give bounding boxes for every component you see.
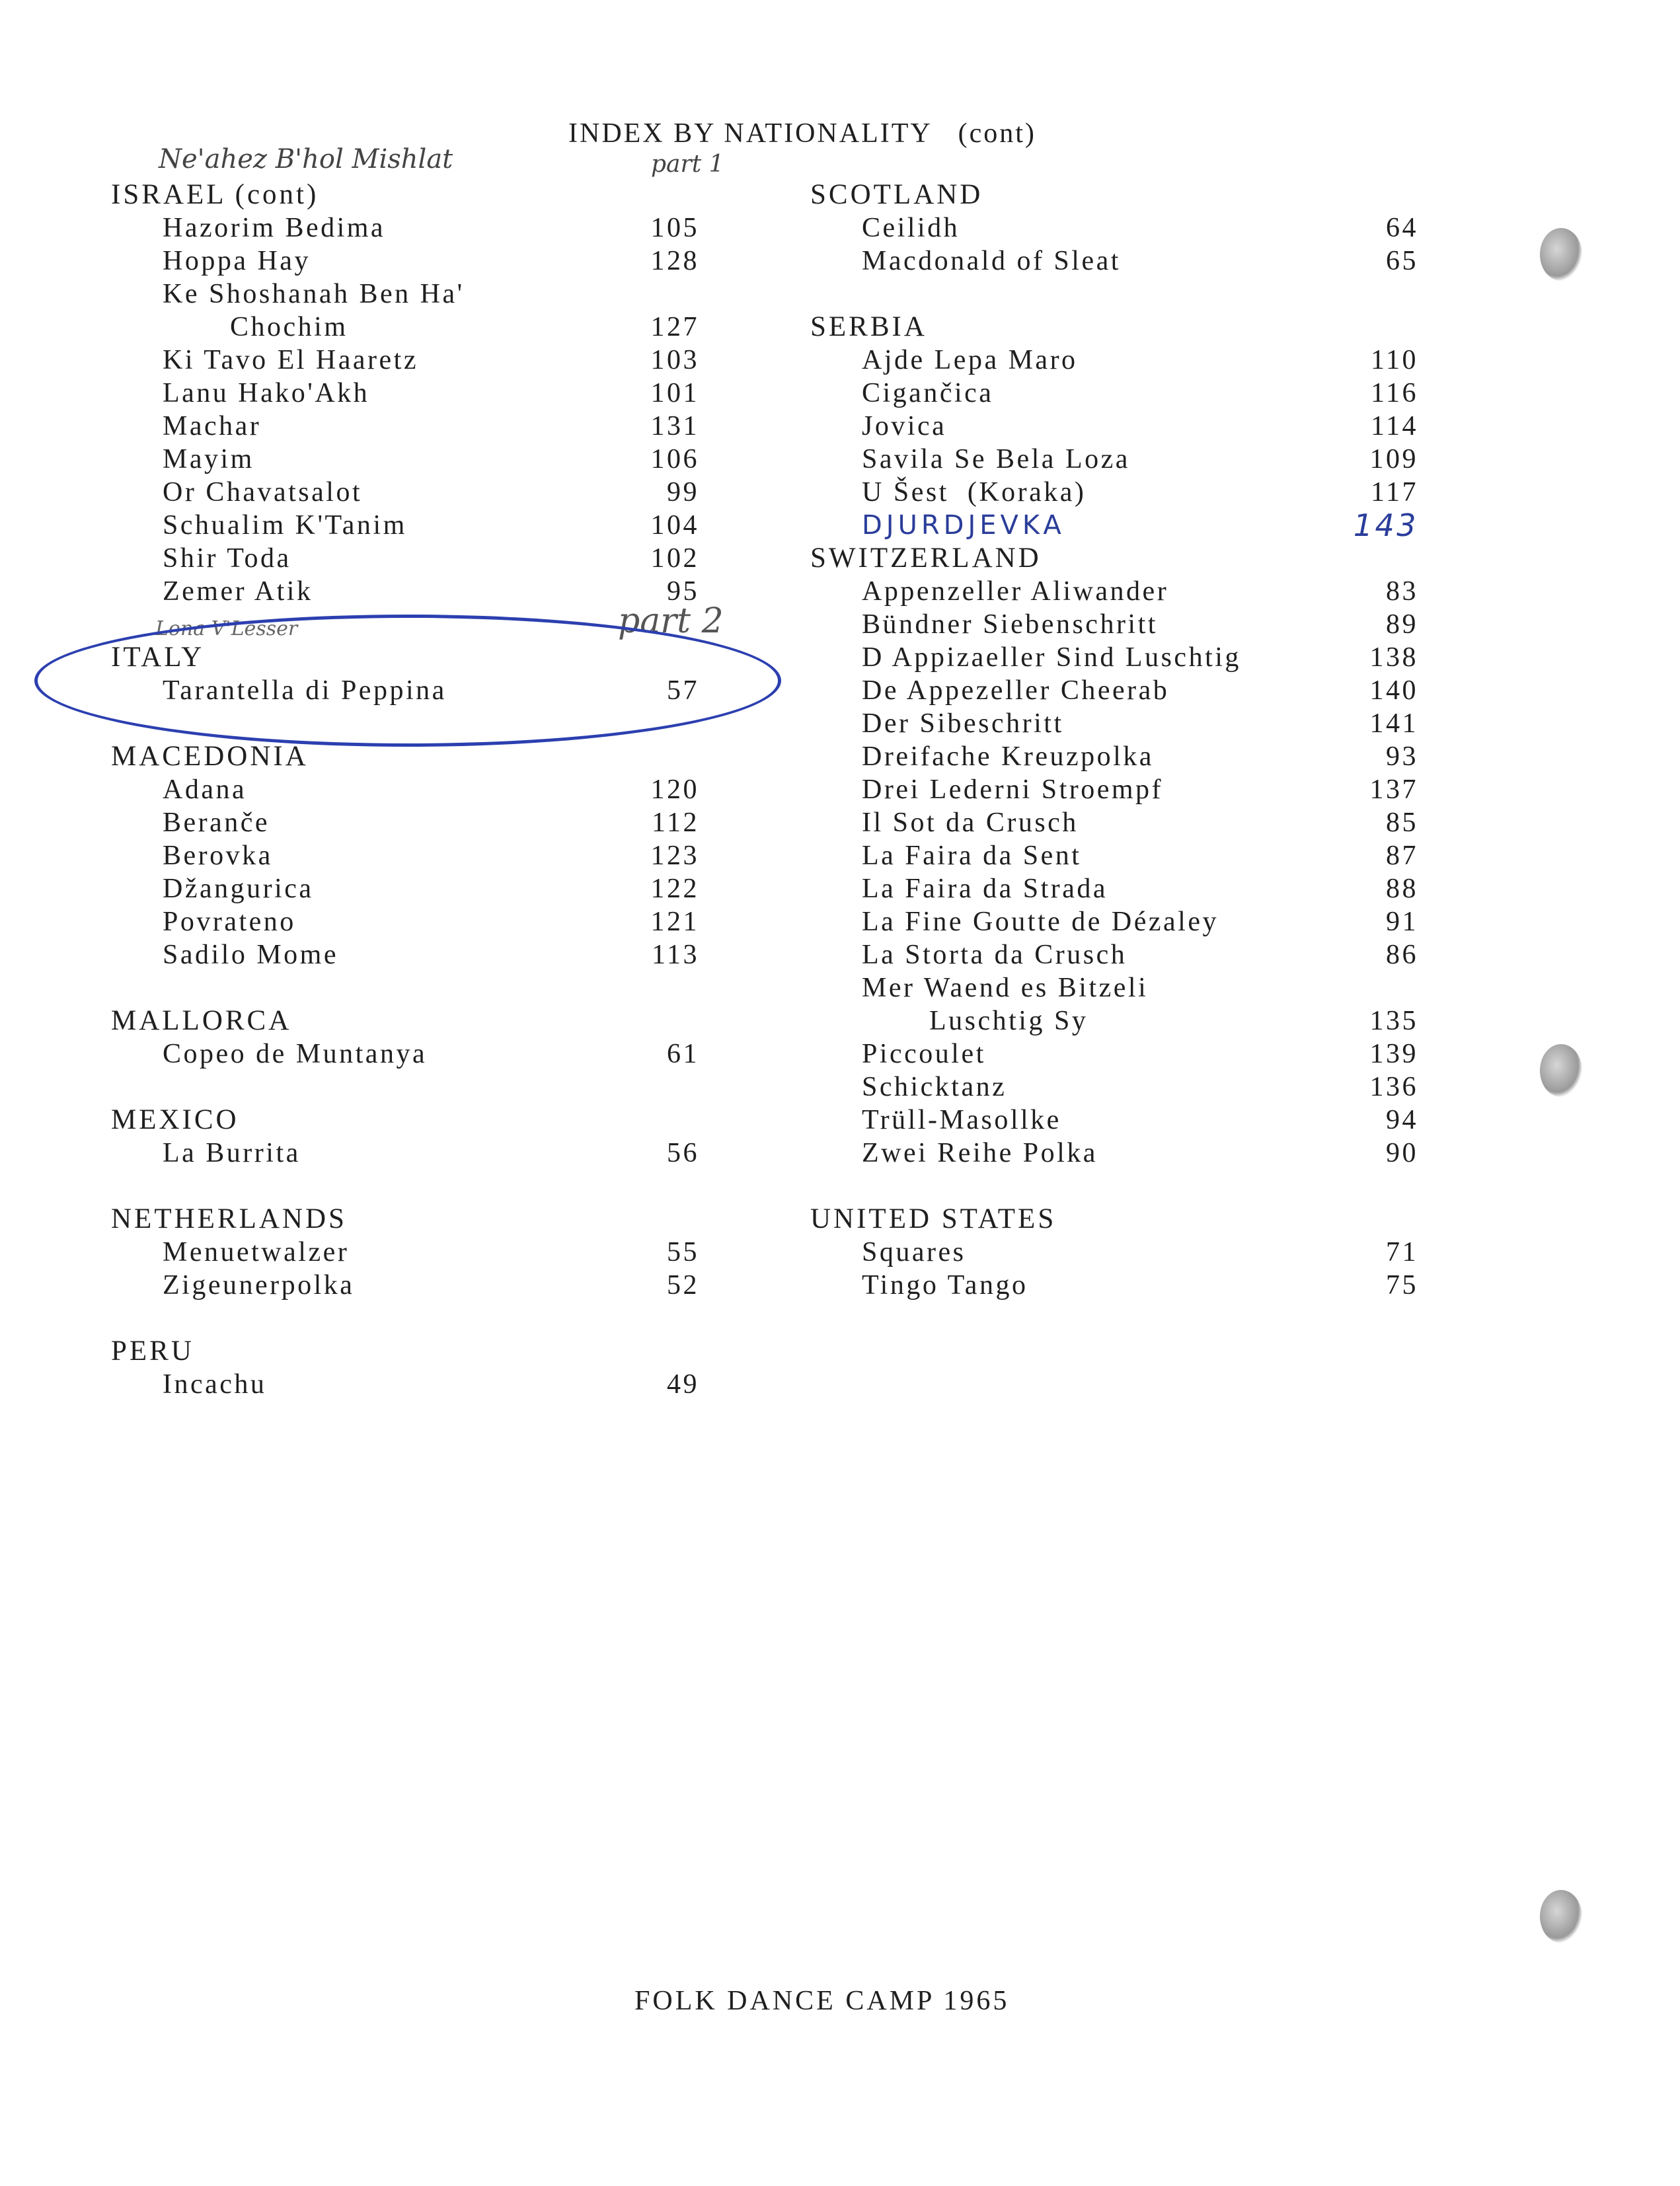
list-item: U Šest (Koraka) 117 (862, 477, 1418, 508)
list-item: Zwei Reihe Polka 90 (862, 1138, 1418, 1168)
list-item: Savila Se Bela Loza 109 (862, 444, 1418, 474)
punch-hole (1540, 1044, 1582, 1097)
handwritten-note-israel-bottom: Lona V'Lesser (155, 617, 298, 640)
list-item: La Storta da Crusch 86 (862, 940, 1418, 970)
list-item: Chochim 127 (230, 312, 699, 342)
handwritten-note-part2: part 2 (618, 601, 724, 641)
list-item: Ajde Lepa Maro 110 (862, 345, 1418, 375)
list-item: La Faira da Sent 87 (862, 841, 1418, 871)
country-heading-scotland: SCOTLAND (810, 179, 983, 210)
list-item: Drei Lederni Stroempf 137 (862, 774, 1418, 805)
list-item: Machar 131 (163, 411, 699, 441)
list-item: Schicktanz 136 (862, 1072, 1418, 1102)
list-item: Mayim 106 (163, 444, 699, 474)
handwritten-list-item: DJURDJEVKA 143 (862, 508, 1418, 543)
list-item: Sadilo Mome 113 (163, 940, 699, 970)
country-heading-macedonia: MACEDONIA (111, 741, 309, 772)
country-heading-serbia: SERBIA (810, 311, 927, 342)
list-item: D Appizaeller Sind Luschtig 138 (862, 642, 1418, 673)
punch-hole (1540, 228, 1582, 281)
list-item: Povrateno 121 (163, 907, 699, 937)
list-item: Ke Shoshanah Ben Ha' (163, 279, 465, 309)
list-item: Zemer Atik 95 (163, 576, 699, 607)
country-heading-peru: PERU (111, 1336, 194, 1367)
list-item: Shir Toda 102 (163, 543, 699, 574)
list-item: Piccoulet 139 (862, 1039, 1418, 1069)
country-heading-israel: ISRAEL (cont) (111, 179, 319, 210)
right-column (810, 178, 1418, 1302)
country-heading-switzerland: SWITZERLAND (810, 543, 1042, 574)
list-item: Schualim K'Tanim 104 (163, 510, 699, 541)
left-column (111, 178, 739, 1401)
country-heading-united-states: UNITED STATES (810, 1203, 1057, 1234)
list-item: Menuetwalzer 55 (163, 1237, 699, 1267)
country-heading-mallorca: MALLORCA (111, 1005, 292, 1036)
handwritten-note-israel-top: Ne'ahez B'hol Mishlat (159, 144, 453, 174)
list-item: De Appezeller Cheerab 140 (862, 675, 1418, 706)
list-item: Cigančica 116 (862, 378, 1418, 408)
list-item: Adana 120 (163, 774, 699, 805)
list-item: La Faira da Strada 88 (862, 874, 1418, 904)
list-item: Jovica 114 (862, 411, 1418, 441)
footer: FOLK DANCE CAMP 1965 (634, 1986, 1010, 2016)
list-item: Hoppa Hay 128 (163, 246, 699, 276)
list-item: Incachu 49 (163, 1369, 699, 1400)
list-item: Der Sibeschritt 141 (862, 708, 1418, 739)
list-item: Ceilidh 64 (862, 213, 1418, 243)
list-item: Hazorim Bedima 105 (163, 213, 699, 243)
list-item: Appenzeller Aliwander 83 (862, 576, 1418, 607)
country-heading-mexico: MEXICO (111, 1104, 239, 1135)
list-item: Squares 71 (862, 1237, 1418, 1267)
list-item: Copeo de Muntanya 61 (163, 1039, 699, 1069)
list-item: Or Chavatsalot 99 (163, 477, 699, 508)
list-item: Berančе 112 (163, 808, 699, 838)
list-item: Luschtig Sy 135 (929, 1006, 1418, 1036)
country-heading-netherlands: NETHERLANDS (111, 1203, 347, 1234)
list-item: La Burrita 56 (163, 1138, 699, 1168)
handwritten-note-part1: part 1 (651, 151, 724, 178)
list-item: Dreifache Kreuzpolka 93 (862, 741, 1418, 772)
highlight-circle (34, 615, 781, 747)
country-heading-italy: ITALY (111, 642, 205, 673)
list-item: Berovka 123 (163, 841, 699, 871)
list-item: La Fine Goutte de Dézaley 91 (862, 907, 1418, 937)
list-item: Ki Tavo El Haaretz 103 (163, 345, 699, 375)
list-item: Bündner Siebenschritt 89 (862, 609, 1418, 640)
list-item: Mer Waend es Bitzeli (862, 973, 1149, 1003)
punch-hole (1540, 1890, 1582, 1943)
list-item: Il Sot da Crusch 85 (862, 808, 1418, 838)
list-item: Trüll-Masollke 94 (862, 1105, 1418, 1135)
page-title: INDEX BY NATIONALITY (cont) (568, 118, 1036, 149)
list-item: Lanu Hako'Akh 101 (163, 378, 699, 408)
list-item: Tarantella di Peppina 57 (163, 675, 699, 706)
list-item: Tingo Tango 75 (862, 1270, 1418, 1300)
list-item: Macdonald of Sleat 65 (862, 246, 1418, 276)
list-item: Zigeunerpolka 52 (163, 1270, 699, 1300)
list-item: Džangurica 122 (163, 874, 699, 904)
